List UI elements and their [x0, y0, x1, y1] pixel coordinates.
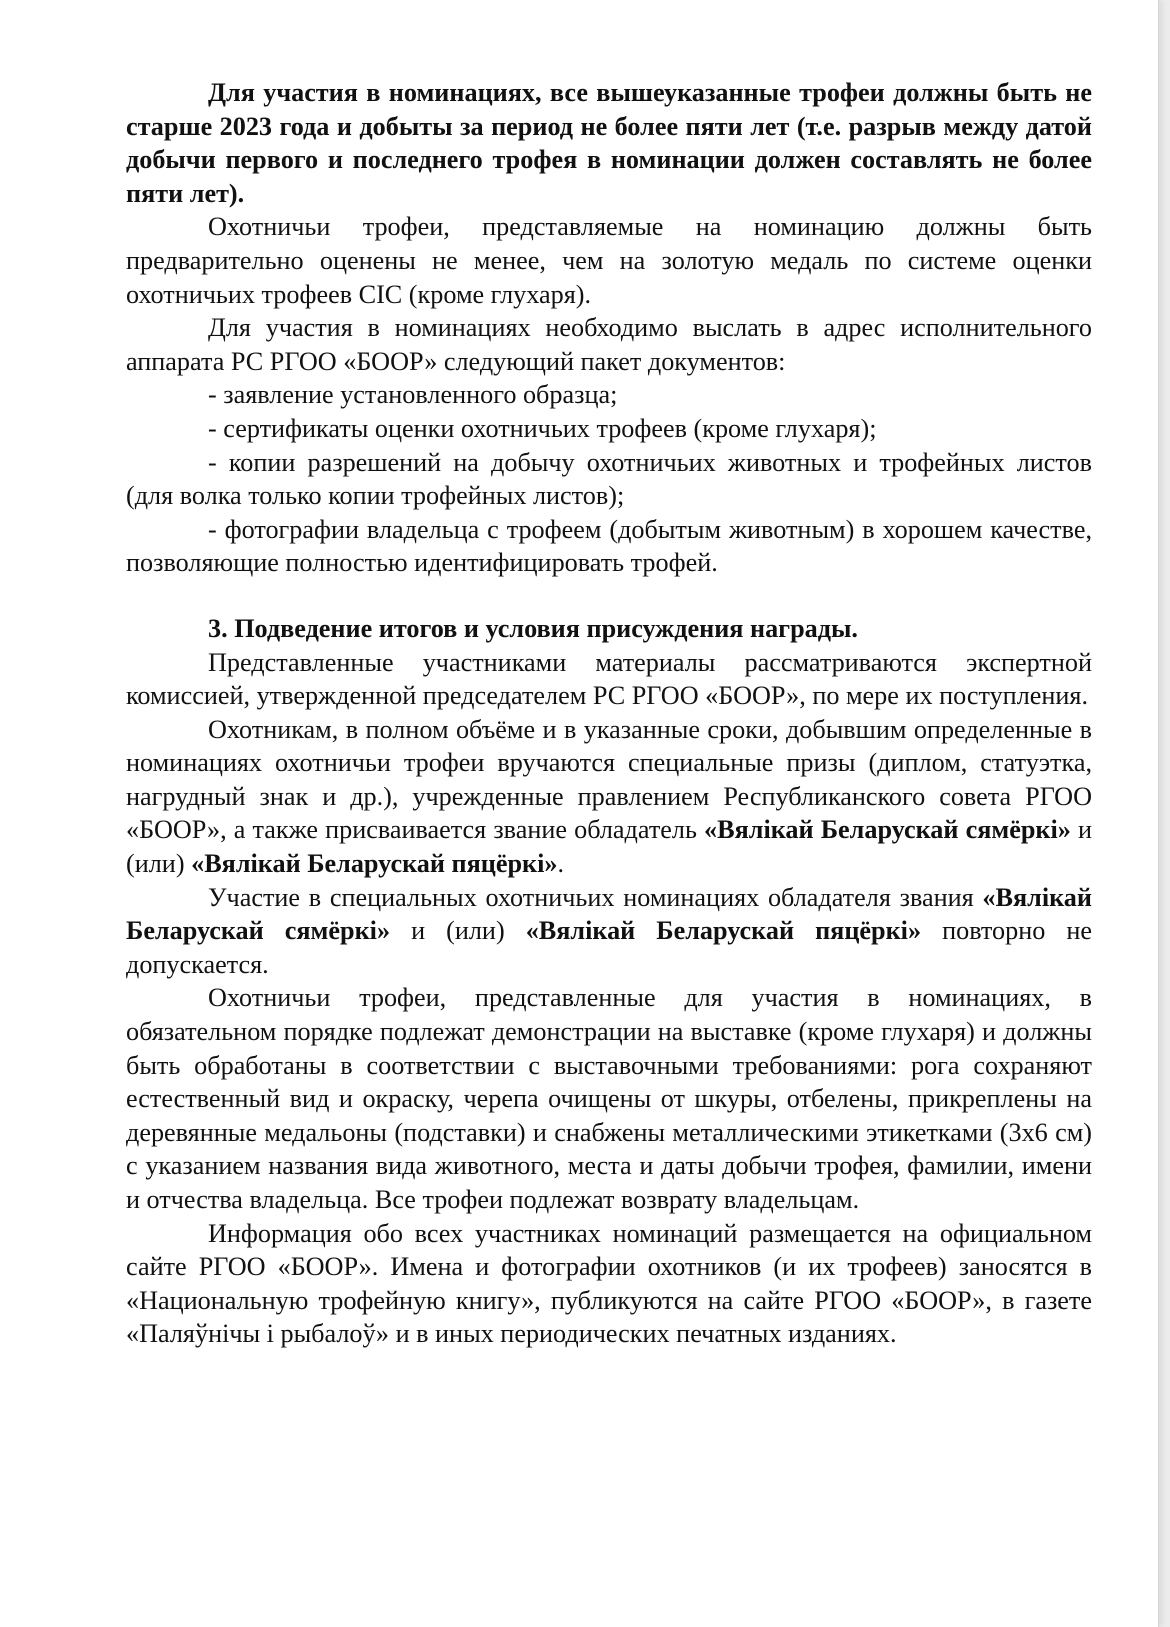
- repeat-paragraph: [126, 881, 1092, 982]
- intro-bold-paragraph: Для участия в номинациях, все вышеуказанные трофеи должны быть не старше 2023 года и добыты за период не более пяти лет (т.е. разрыв между датой добычи первого и последнего трофея в номинации должен составлять не более пяти лет).: [126, 78, 1092, 208]
- doc-list-item: - заявление установленного образца;: [208, 380, 618, 410]
- conjunction-or: и (или): [390, 916, 526, 946]
- repeat-text-start: Участие в специальных охотничьих номинациях обладателя звания: [208, 882, 983, 912]
- exhibition-paragraph: Охотничьи трофеи, представленные для участия в номинациях, в обязательном порядке подлежат демонстрации на выставке (кроме глухаря) и должны быть обработаны в соответствии с выставочными требованиями: рога сохраняют естественный вид и окраску, черепа очищены от шкуры, отбелены, прикреплены на деревянные медальоны (подставки) и снабжены металлическими этикетками (3х6 см) с указанием названия вида животного, места и даты добычи трофея, фамилии, имени и отчества владельца. Все трофеи подлежат возврату владельцам.: [126, 983, 1092, 1214]
- doc-list-item: - копии разрешений на добычу охотничьих животных и трофейных листов (для волка только копии трофейных листов);: [126, 447, 1092, 511]
- title-five: «Вялікай Беларускай пяцёркі»: [525, 916, 922, 946]
- awards-text-end: .: [557, 849, 565, 879]
- awards-paragraph: [126, 713, 1092, 881]
- title-seven: «Вялікай Беларускай сямёркі»: [704, 815, 1071, 845]
- doc-list-item: - сертификаты оценки охотничьих трофеев (кроме глухаря);: [208, 413, 877, 443]
- documents-paragraph: Для участия в номинациях необходимо выслать в адрес исполнительного аппарата РС РГОО «БООР» следующий пакет документов:: [126, 313, 1092, 376]
- awards-text-start: Охотникам, в полном объёме и в указанные сроки, добывшим определенные в номинациях охотничьи трофеи вручаются специальные призы (диплом, статуэтка, нагрудный знак и др.), учрежденные правлением Республиканского совета РГОО «БООР», а также присваивается звание обладатель: [126, 714, 1092, 845]
- information-paragraph: Информация обо всех участниках номинаций размещается на официальном сайте РГОО «БООР». Имена и фотографии охотников (и их трофеев) заносятся в «Национальную трофейную книгу», публикуются на сайте РГОО «БООР», в газете «Паляўнічы і рыбалоў» и в иных периодических печатных изданиях.: [126, 1218, 1092, 1349]
- commission-paragraph: Представленные участниками материалы рассматриваются экспертной комиссией, утвержденной председателем РС РГОО «БООР», по мере их поступления.: [126, 647, 1092, 711]
- repeat-text-end: повторно не допускается.: [126, 916, 1092, 979]
- document-body: [126, 76, 1092, 1351]
- evaluation-paragraph: Охотничьи трофеи, представляемые на номинацию должны быть предварительно оценены не менее, чем на золотую медаль по системе оценки охотничьих трофеев CIC (кроме глухаря).: [126, 212, 1092, 309]
- doc-list-item: - фотографии владельца с трофеем (добытым животным) в хорошем качестве, позволяющие полностью идентифицировать трофей.: [126, 514, 1092, 578]
- section-3-heading: 3. Подведение итогов и условия присуждения награды.: [208, 613, 858, 643]
- title-five: «Вялікай Беларускай пяцёркі»: [191, 849, 558, 879]
- title-seven: «Вялікай Беларускай сямёркі»: [126, 882, 1092, 946]
- conjunction-or: и (или): [126, 815, 1092, 879]
